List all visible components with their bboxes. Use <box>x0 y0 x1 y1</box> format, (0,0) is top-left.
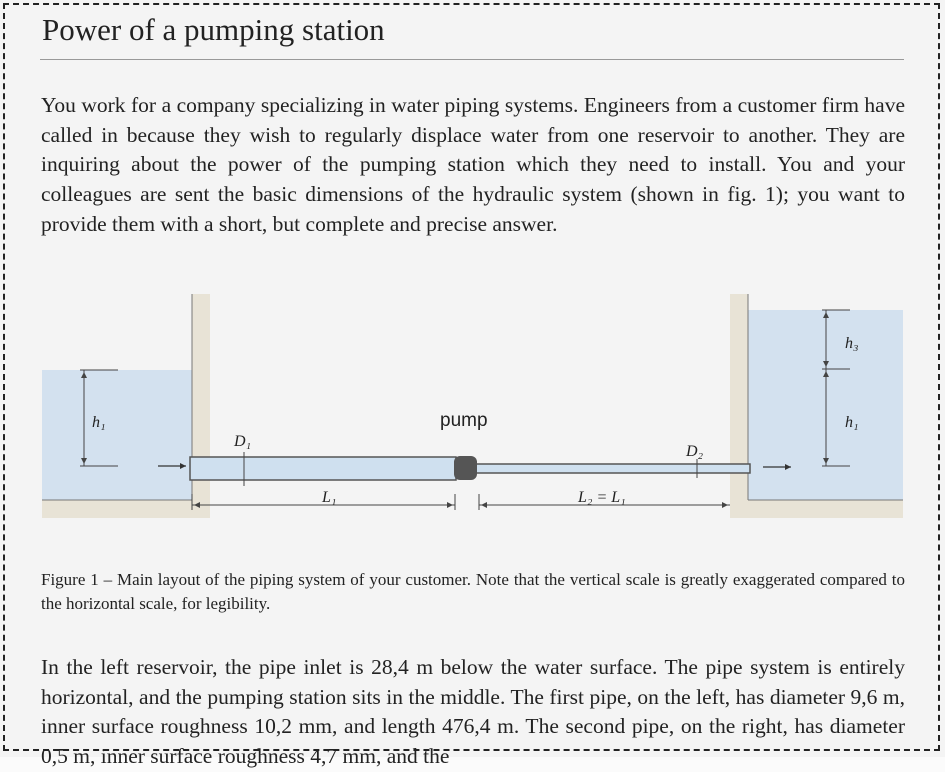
page-title: Power of a pumping station <box>42 12 385 47</box>
figure-caption: Figure 1 – Main layout of the piping system of your customer. Note that the vertical scale is greatly exaggerated compared to the horizontal scale, for legibility. <box>41 570 905 613</box>
label-h1-left: h₁ <box>92 414 106 431</box>
label-d1: D₁ <box>234 433 252 450</box>
selection-frame <box>3 3 940 751</box>
label-l1: L₁ <box>322 489 337 506</box>
body-paragraph: In the left reservoir, the pipe inlet is 28,4 m below the water surface. The pipe system is entirely horizontal, and the pumping station sits in the middle. The first pipe, on the left, has diameter 9,6 m, inner surface roughness 10,2 mm, and length 476,4 m. The second pipe, on the right, has diameter 0,5 m, inner surface roughness 4,7 mm, and the <box>41 655 905 769</box>
label-h1-right: h₁ <box>845 414 859 431</box>
intro-paragraph: You work for a company specializing in water piping systems. Engineers from a customer firm have called in because they wish to regularly displace water from one reservoir to another. They are inquiring about the power of the pumping station which they need to install. You and your colleagues are sent the basic dimensions of the hydraulic system (shown in fig. 1); you want to provide them with a short, but complete and precise answer. <box>41 93 905 236</box>
label-pump: pump <box>440 410 488 431</box>
label-h3: h₃ <box>845 335 859 352</box>
label-d2: D₂ <box>686 443 704 460</box>
label-l2: L₂ = L₁ <box>578 489 626 506</box>
